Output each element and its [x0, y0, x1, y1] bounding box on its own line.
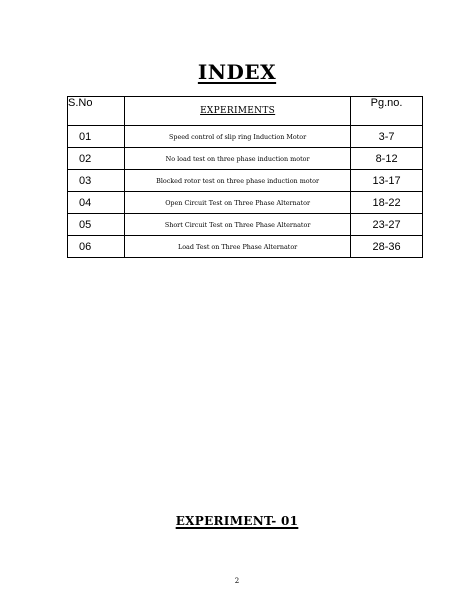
- table-header-row: [68, 97, 423, 126]
- row-sno: 03: [68, 170, 125, 192]
- row-pages: 28-36: [351, 236, 423, 258]
- row-experiment: Speed control of slip ring Induction Motor: [125, 126, 351, 148]
- row-pages: 18-22: [351, 192, 423, 214]
- experiment-heading: EXPERIMENT- 01: [175, 514, 299, 528]
- table-row: [68, 148, 423, 170]
- row-sno: 02: [68, 148, 125, 170]
- header-sno: S.No: [68, 97, 125, 126]
- index-title: INDEX: [197, 60, 277, 84]
- page-number: 2: [234, 577, 240, 585]
- row-sno: 06: [68, 236, 125, 258]
- row-sno: 01: [68, 126, 125, 148]
- row-pages: 13-17: [351, 170, 423, 192]
- row-sno: 04: [68, 192, 125, 214]
- table-row: [68, 192, 423, 214]
- table-row: [68, 214, 423, 236]
- table-row: [68, 126, 423, 148]
- row-sno: 05: [68, 214, 125, 236]
- row-experiment: Load Test on Three Phase Alternator: [125, 236, 351, 258]
- row-experiment: Short Circuit Test on Three Phase Alternator: [125, 214, 351, 236]
- row-experiment: Blocked rotor test on three phase induction motor: [125, 170, 351, 192]
- header-experiments: EXPERIMENTS: [125, 97, 351, 126]
- table-row: [68, 170, 423, 192]
- row-experiment: No load test on three phase induction motor: [125, 148, 351, 170]
- row-pages: 23-27: [351, 214, 423, 236]
- table-row: [68, 236, 423, 258]
- index-table: [67, 96, 423, 258]
- header-pgno: Pg.no.: [351, 97, 423, 126]
- row-pages: 8-12: [351, 148, 423, 170]
- row-pages: 3-7: [351, 126, 423, 148]
- row-experiment: Open Circuit Test on Three Phase Alternator: [125, 192, 351, 214]
